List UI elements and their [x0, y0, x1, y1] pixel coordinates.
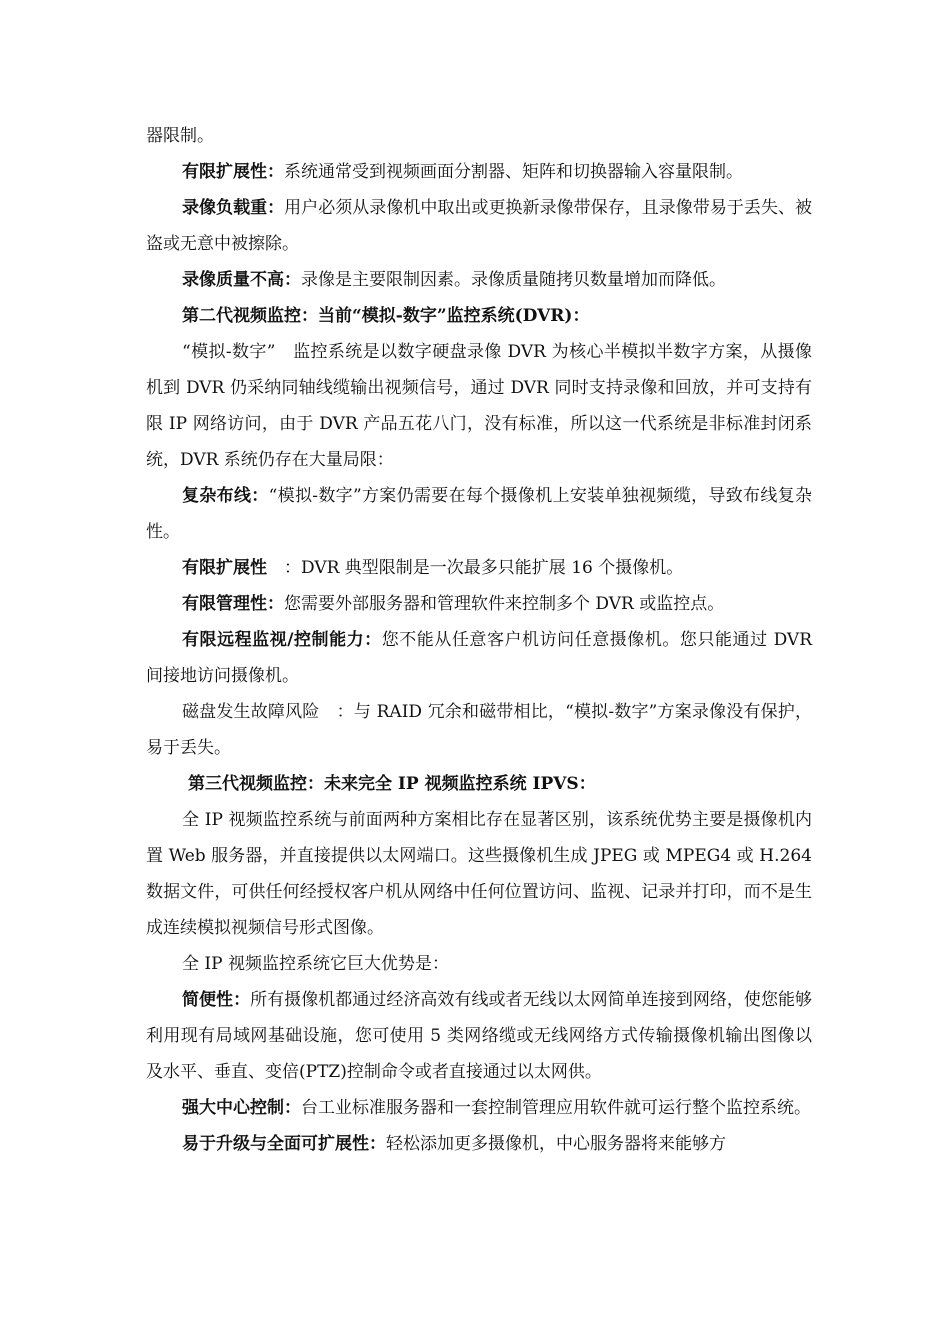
paragraph-9 — [146, 586, 812, 622]
paragraph-lead: 有限远程监视/控制能力： — [182, 630, 382, 650]
paragraph-lead: 强大中心控制： — [182, 1098, 301, 1118]
paragraph-11 — [146, 694, 812, 766]
paragraph-lead: 简便性： — [182, 990, 251, 1010]
paragraph-text: 您需要外部服务器和管理软件来控制多个 DVR 或监控点。 — [284, 594, 725, 614]
paragraph-7 — [146, 478, 812, 550]
paragraph-2 — [146, 154, 812, 190]
paragraph-text: 轻松添加更多摄像机，中心服务器将来能够方 — [386, 1134, 726, 1154]
document-page — [146, 118, 812, 1162]
paragraph-text: 全 IP 视频监控系统它巨大优势是： — [182, 954, 449, 974]
section-heading-3rd-gen: 第三代视频监控：未来完全 IP 视频监控系统 IPVS： — [188, 774, 596, 794]
paragraph-text: ：DVR 典型限制是一次最多只能扩展 16 个摄像机。 — [267, 558, 684, 578]
paragraph-lead: 有限扩展性： — [182, 162, 284, 182]
paragraph-lead: 有限扩展性 — [182, 558, 267, 578]
paragraph-14 — [146, 946, 812, 982]
paragraph-text: 全 IP 视频监控系统与前面两种方案相比存在显著区别，该系统优势主要是摄像机内置 Web 服务器，并直接提供以太网端口。这些摄像机生成 JPEG 或 MPEG4 或 H.264 数据文件，可供任何经授权客户机从网络中任何位置访问、监视、记录并打印，而不是生成连续模拟视频信号形式图像。 — [146, 810, 812, 938]
paragraph-text: 台工业标准服务器和一套控制管理应用软件就可运行整个监控系统。 — [301, 1098, 811, 1118]
paragraph-text: 您不能从任意客户机访问任意摄像机。您只能通过 DVR 间接地访问摄像机。 — [146, 630, 812, 686]
paragraph-lead: 复杂布线： — [182, 486, 269, 506]
paragraph-10 — [146, 622, 812, 694]
paragraph-lead: 录像负载重： — [182, 198, 285, 218]
paragraph-lead: 易于升级与全面可扩展性： — [182, 1134, 386, 1154]
paragraph-4 — [146, 262, 812, 298]
paragraph-1 — [146, 118, 812, 154]
paragraph-text: 磁盘发生故障风险 ：与 RAID 冗余和磁带相比，“模拟-数字”方案录像没有保护，易于丢失。 — [146, 702, 812, 758]
paragraph-text: 录像是主要限制因素。录像质量随拷贝数量增加而降低。 — [301, 270, 726, 290]
paragraph-8 — [146, 550, 812, 586]
paragraph-17 — [146, 1126, 812, 1162]
paragraph-text: “模拟-数字” 监控系统是以数字硬盘录像 DVR 为核心半模拟半数字方案，从摄像机到 DVR 仍采纳同轴线缆输出视频信号，通过 DVR 同时支持录像和回放，并可支持有限 IP 网络访问，由于 DVR 产品五花八门，没有标准，所以这一代系统是非标准封闭系统，DVR 系统仍存在大量局限： — [146, 342, 812, 470]
paragraph-lead: 录像质量不高： — [182, 270, 301, 290]
paragraph-text: 用户必须从录像机中取出或更换新录像带保存，且录像带易于丢失、被盗或无意中被擦除。 — [146, 198, 813, 254]
paragraph-text: 所有摄像机都通过经济高效有线或者无线以太网简单连接到网络，使您能够利用现有局域网基础设施，您可使用 5 类网络缆或无线网络方式传输摄像机输出图像以及水平、垂直、变倍(PTZ)控制命令或者直接通过以太网供。 — [146, 990, 813, 1082]
paragraph-lead: 有限管理性： — [182, 594, 284, 614]
paragraph-text: 系统通常受到视频画面分割器、矩阵和切换器输入容量限制。 — [284, 162, 743, 182]
paragraph-6 — [146, 334, 812, 478]
section-heading-2nd-gen: 第二代视频监控：当前“模拟-数字”监控系统(DVR)： — [182, 306, 590, 326]
paragraph-16 — [146, 1090, 812, 1126]
paragraph-text: “模拟-数字”方案仍需要在每个摄像机上安装单独视频缆，导致布线复杂性。 — [146, 486, 813, 542]
paragraph-3 — [146, 190, 812, 262]
paragraph-15 — [146, 982, 812, 1090]
paragraph-13 — [146, 802, 812, 946]
paragraph-text: 器限制。 — [146, 126, 214, 146]
